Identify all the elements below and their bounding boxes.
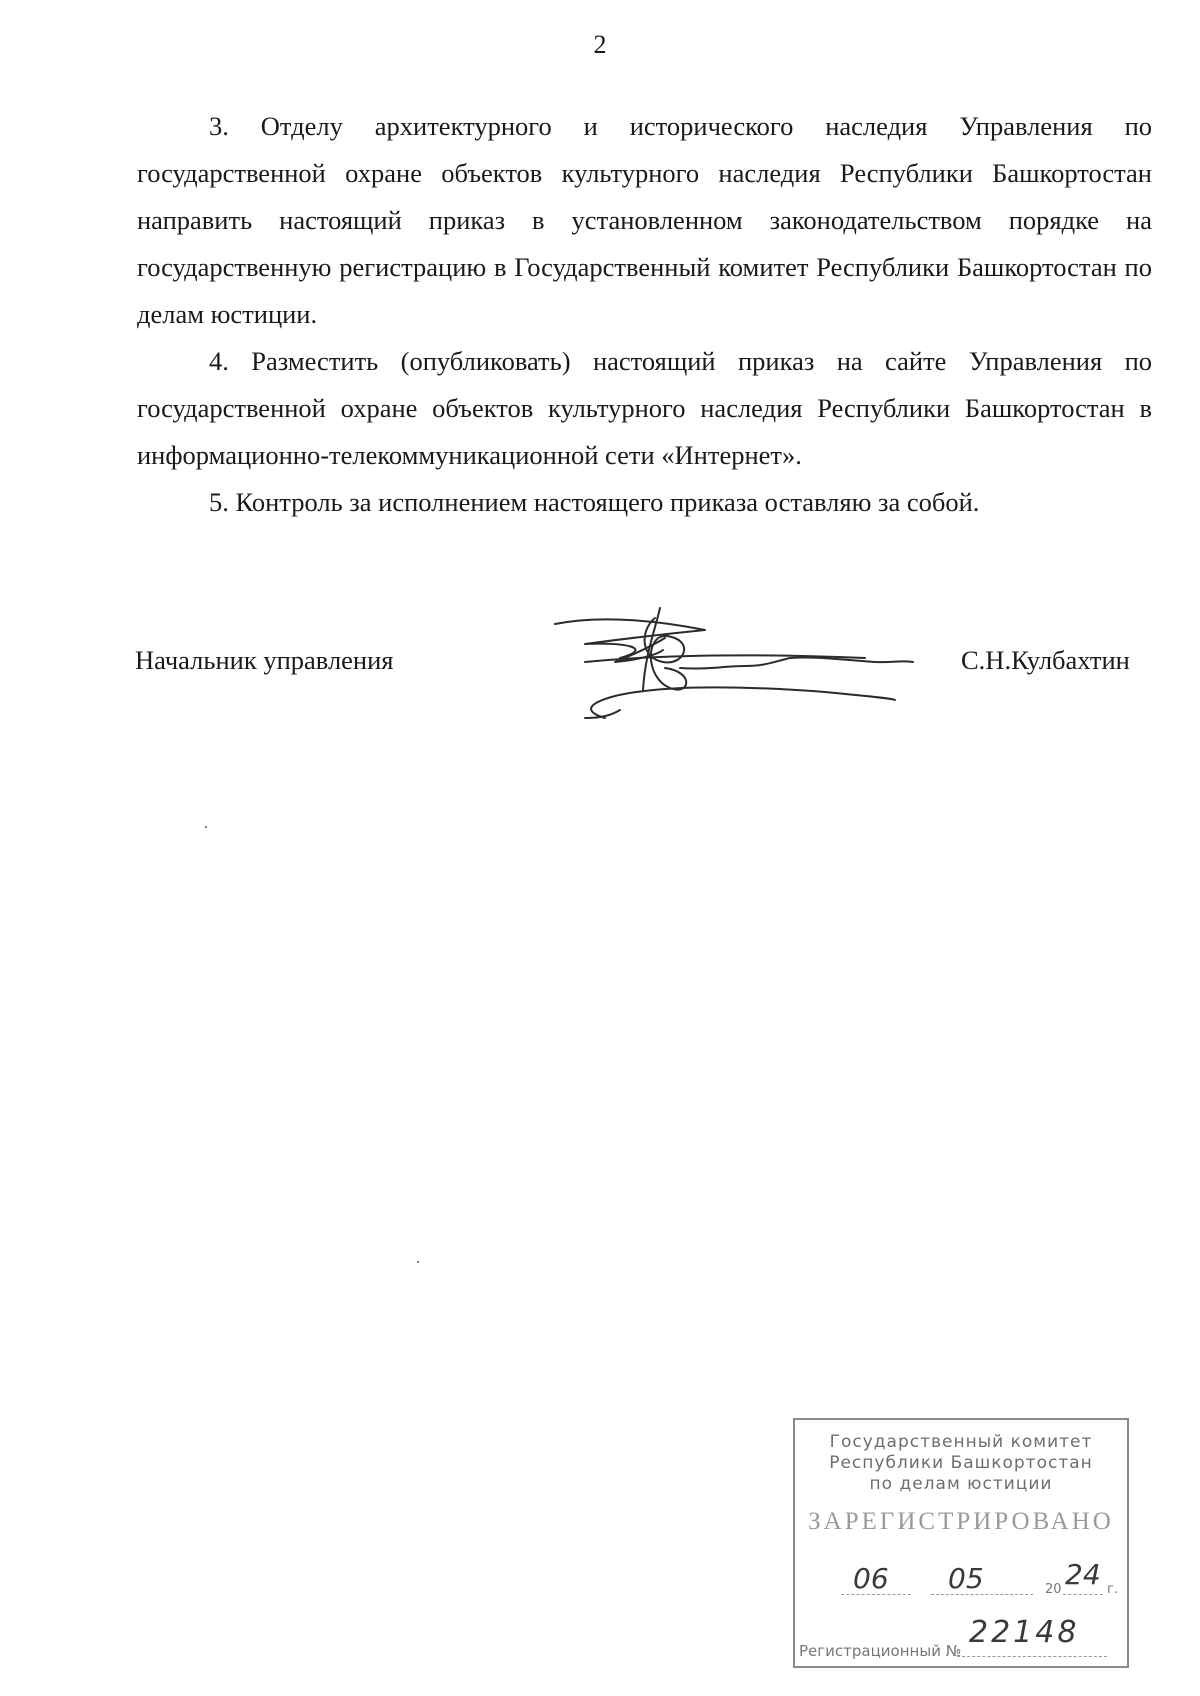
stamp-reg-label: Регистрационный № [799,1642,962,1660]
stamp-line-1: Государственный комитет [829,1432,1093,1452]
stamp-status: ЗАРЕГИСТРИРОВАНО [808,1508,1114,1535]
stamp-registration [799,1615,1119,1664]
stamp-header [795,1432,1127,1495]
reg-number-line [957,1656,1107,1657]
document-body [137,103,1152,526]
stamp-reg-number: 22148 [969,1615,1080,1650]
scan-speck [417,1261,419,1263]
stamp-year-unit: г. [1107,1582,1118,1597]
signer-name: С.Н.Кулбахтин [961,645,1130,675]
stamp-year-prefix: 20 [1045,1582,1062,1597]
page-number: 2 [593,30,607,59]
scan-speck [205,826,207,828]
stamp-year-suffix: 24 [1065,1558,1101,1591]
year-line [1063,1594,1103,1595]
paragraph-5: 5. Контроль за исполнением настоящего приказа оставляю за собой. [209,487,980,517]
stamp-line-3: по делам юстиции [869,1474,1053,1494]
stamp-line-2: Республики Башкортостан [829,1453,1093,1473]
handwritten-signature [545,600,945,730]
stamp-date [833,1560,1123,1600]
position-title: Начальник управления [135,645,394,675]
paragraph-3: 3. Отделу архитектурного и исторического наследия Управления по государственной охране объектов культурного наследия Республики Башкортостан направить настоящий приказ в установленном законодательством порядке на государственную регистрацию в Государственный комитет Республики Башкортостан по делам юстиции. [137,111,1152,329]
registration-stamp [793,1418,1129,1668]
stamp-day: 06 [853,1562,889,1595]
paragraph-4: 4. Разместить (опубликовать) настоящий приказ на сайте Управления по государственной охране объектов культурного наследия Республики Башкортостан в информационно-телекоммуникационной сети «Интернет». [137,346,1152,470]
stamp-month: 05 [948,1562,984,1595]
